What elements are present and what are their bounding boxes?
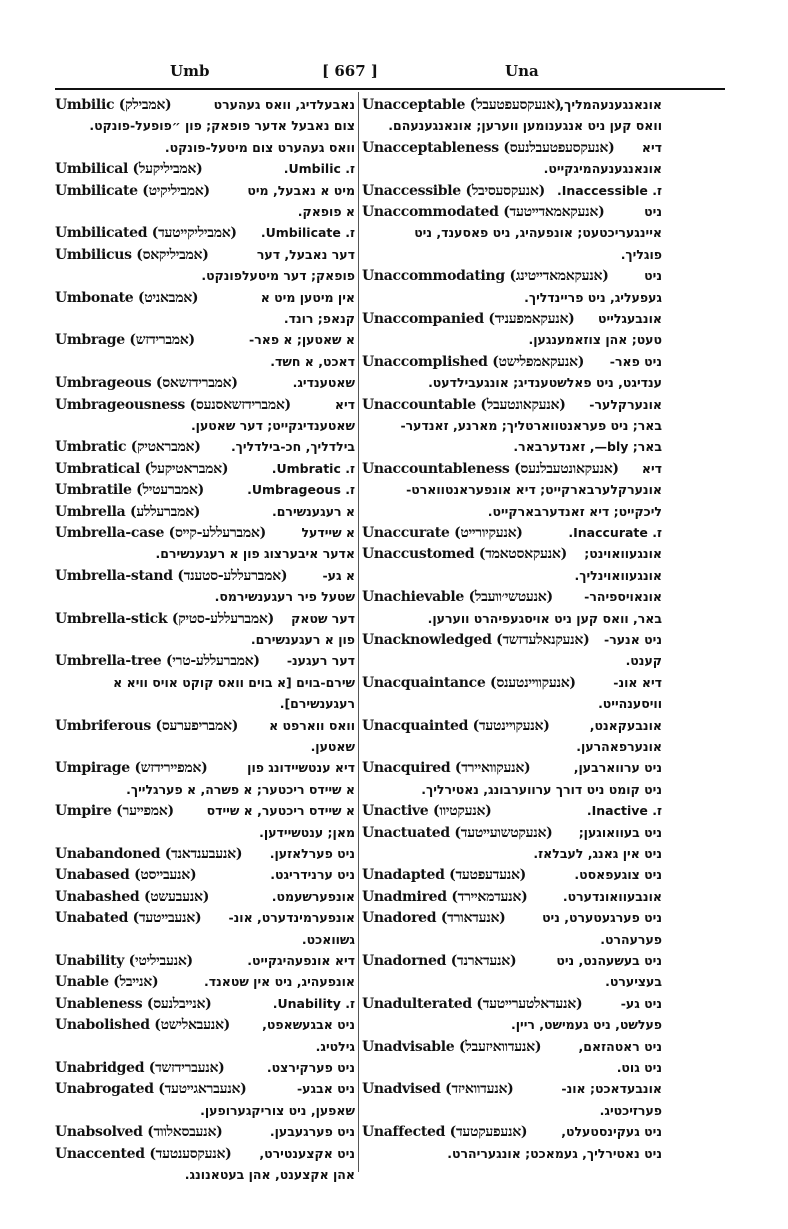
yiddish-definition: באר, וואס קען ניט אויסגעפיהרט ווערען. bbox=[427, 610, 662, 626]
headword: Unabsolved (אנעבסאלווד) bbox=[55, 1124, 223, 1141]
yiddish-definition: אונגעוואוינליך. bbox=[574, 567, 662, 583]
entry-line bbox=[55, 1143, 355, 1165]
headword: Unaffected (אנעפעקטעד) bbox=[362, 1124, 528, 1141]
yiddish-definition: אונערקלערבארקייט; דיא אונפעראנטווארט- bbox=[406, 482, 662, 498]
headword: Umbrage (אמברידזש) bbox=[55, 332, 195, 349]
yiddish-definition: ניט גוט. bbox=[616, 1060, 662, 1075]
entry-line bbox=[362, 351, 662, 373]
headword: Umbrella-tree (אמברעללע-טרי) bbox=[55, 653, 260, 670]
headword: Umpirage (אמפיירידזש) bbox=[55, 760, 208, 777]
yiddish-definition: וואס קען ניט אנגענומען ווערען; אונאנגענעהם. bbox=[388, 118, 662, 134]
header-rule bbox=[55, 88, 725, 90]
headword: Umbrella-case (אמברעללע-קייס) bbox=[55, 525, 266, 541]
entry-line bbox=[55, 394, 355, 416]
entry-line bbox=[362, 993, 662, 1015]
entry-line bbox=[55, 265, 355, 287]
headword: Unaccurate (אנעקיורייט) bbox=[362, 525, 523, 541]
yiddish-definition: אונערפאהרען. bbox=[576, 739, 662, 754]
entry-line bbox=[55, 779, 355, 801]
yiddish-definition: ניט אין גאנג, לעבלאז. bbox=[533, 846, 662, 861]
yiddish-definition: אונבעגלייט bbox=[597, 311, 662, 326]
entry-line bbox=[55, 522, 355, 544]
yiddish-definition: דער שטאק bbox=[291, 610, 355, 626]
entry-line bbox=[362, 843, 662, 865]
entry-line bbox=[362, 971, 662, 993]
yiddish-definition: דיא ענטשיידונג פון bbox=[247, 760, 355, 776]
entry-line bbox=[55, 693, 355, 715]
entry-line bbox=[362, 715, 662, 737]
headword: Unaccommodated (אנעקאמאדייטעד) bbox=[362, 204, 605, 220]
running-header bbox=[0, 58, 788, 88]
yiddish-definition: ניט פערגעבען. bbox=[269, 1124, 355, 1140]
entry-line bbox=[55, 843, 355, 865]
entry-line bbox=[362, 1143, 662, 1165]
headword: Unaccomplished (אנעקאמפלישט) bbox=[362, 353, 585, 370]
entry-line bbox=[362, 757, 662, 779]
column-divider bbox=[358, 92, 359, 1172]
entry-line bbox=[55, 1164, 355, 1186]
yiddish-definition: ז. Umbratic. bbox=[271, 460, 355, 476]
headword: Unacquaintance (אנעקוויינטענס) bbox=[362, 674, 576, 691]
yiddish-definition: ז. Unability. bbox=[272, 995, 355, 1011]
yiddish-definition: אין מיטען מיט א bbox=[260, 289, 355, 305]
entry-line bbox=[55, 415, 355, 437]
yiddish-definition: שאטענדיג. bbox=[292, 375, 355, 391]
entry-line bbox=[55, 158, 355, 180]
entry-line bbox=[362, 1057, 662, 1079]
yiddish-definition: א גע- bbox=[322, 567, 355, 583]
entry-line bbox=[362, 94, 662, 116]
entry-line bbox=[55, 543, 355, 565]
yiddish-definition: דאכט, א חשד. bbox=[270, 353, 355, 369]
yiddish-definition: דיא bbox=[334, 396, 355, 412]
yiddish-definition: א פופאק. bbox=[297, 204, 355, 219]
entry-line bbox=[55, 458, 355, 480]
yiddish-definition: אונבעקאנט, bbox=[589, 717, 662, 733]
headword: Umbratic (אמבראטיק) bbox=[55, 439, 201, 456]
yiddish-definition: אונפעהיג, ניט אין שטאנד. bbox=[204, 974, 355, 990]
yiddish-definition: א שיידעל bbox=[301, 525, 355, 540]
headword: Unabated (אנעבייטעד) bbox=[55, 910, 202, 927]
yiddish-definition: אונפערשעמט. bbox=[271, 888, 355, 904]
yiddish-definition: רעגענשירם]. bbox=[279, 696, 355, 712]
entry-line bbox=[55, 1121, 355, 1143]
entry-line bbox=[55, 479, 355, 501]
entry-line bbox=[362, 394, 662, 416]
headword: Umbrageous (אמברידזשאס) bbox=[55, 375, 238, 392]
yiddish-definition: אדער איבערצוג פון א רעגענשירם. bbox=[155, 546, 355, 562]
entry-line bbox=[55, 971, 355, 993]
entry-line bbox=[55, 672, 355, 694]
entry-line bbox=[55, 329, 355, 351]
entry-line bbox=[55, 629, 355, 651]
yiddish-definition: א שיידס ריכטער; א פשרה, א פערגלייך. bbox=[126, 781, 355, 797]
headword: Unachievable (אנעטשי׳וועבל) bbox=[362, 589, 553, 606]
entry-line bbox=[362, 907, 662, 929]
yiddish-definition: ניט צוגעפאסט. bbox=[574, 867, 662, 883]
yiddish-definition: ניט פערלאזען. bbox=[269, 846, 355, 861]
headword: Unadvised (אנעדוואיזד) bbox=[362, 1081, 514, 1098]
yiddish-definition: ניט פערקירצט. bbox=[266, 1060, 355, 1075]
entry-line bbox=[362, 565, 662, 587]
headword: Unaccessible (אנעקסעסיבל) bbox=[362, 182, 545, 199]
yiddish-definition: ניט נאטירליך, געמאכט; אונגעריהרט. bbox=[447, 1145, 662, 1161]
yiddish-definition: פון א רעגענשירם. bbox=[250, 632, 355, 647]
yiddish-definition: א שאטען; א פאר- bbox=[249, 332, 355, 348]
yiddish-definition: ז. Inaccurate. bbox=[568, 525, 662, 540]
entry-line bbox=[55, 372, 355, 394]
headword: Umbratile (אמברעטיל) bbox=[55, 482, 204, 499]
headword: Unaccented (אנעקסענטעד) bbox=[55, 1145, 232, 1162]
yiddish-definition: ניט אבגעשאפט, bbox=[262, 1017, 355, 1033]
headword: Unaccustomed (אנעקאסטאמד) bbox=[362, 546, 567, 563]
headword: Unaccommodating (אנעקאמאדייטינג) bbox=[362, 268, 609, 285]
yiddish-definition: דער רעגענ- bbox=[286, 653, 355, 669]
yiddish-definition: ז. Umbilicate. bbox=[260, 225, 355, 241]
yiddish-definition: פערעהרט. bbox=[600, 931, 662, 947]
entry-line bbox=[362, 436, 662, 458]
entry-line bbox=[362, 201, 662, 223]
yiddish-definition: ניט געקינסטעלט, bbox=[561, 1124, 662, 1140]
yiddish-definition: באר; ניט פעראנטווארטליך; מארנע, זאנדער- bbox=[400, 418, 662, 433]
headword: Unadored (אנעדאורד) bbox=[362, 910, 506, 927]
yiddish-definition: שאטען. bbox=[310, 739, 355, 754]
entry-line bbox=[362, 372, 662, 394]
entry-line bbox=[55, 565, 355, 587]
entry-line bbox=[362, 415, 662, 437]
yiddish-definition: א שיידס ריכטער, א שיידס bbox=[206, 803, 355, 819]
entry-line bbox=[55, 287, 355, 309]
yiddish-definition: בעציערט. bbox=[605, 974, 662, 990]
yiddish-definition: געפעליג, ניט פריינדליך. bbox=[524, 289, 662, 305]
page-number: [ 667 ] bbox=[322, 62, 378, 80]
yiddish-definition: שטעל פיר רעגענשירמס. bbox=[214, 589, 355, 605]
entry-line bbox=[362, 950, 662, 972]
entry-line bbox=[362, 650, 662, 672]
yiddish-definition: איינגעריכטעט; אונפעהיג, ניט פאסענד, ניט bbox=[414, 225, 662, 241]
entry-line bbox=[362, 522, 662, 544]
entry-line bbox=[362, 265, 662, 287]
yiddish-definition: ניט אקצענטירט, bbox=[259, 1145, 355, 1161]
yiddish-definition: ז. Umbrageous. bbox=[247, 482, 355, 498]
headword: Unabashed (אנעבעשט) bbox=[55, 888, 210, 905]
yiddish-definition: ניט ערווארבען, bbox=[573, 760, 662, 776]
entry-line bbox=[55, 351, 355, 373]
entry-line bbox=[55, 222, 355, 244]
yiddish-definition: ניט קומט ניט דורך ערווערבונג, נאטירליך. bbox=[421, 781, 662, 797]
yiddish-definition: ניט פאר- bbox=[609, 353, 662, 369]
entry-line bbox=[362, 501, 662, 523]
entry-line bbox=[362, 1014, 662, 1036]
headword: Unacceptable (אנעקסעפטעבל) bbox=[362, 97, 562, 113]
entry-line bbox=[55, 864, 355, 886]
entry-line bbox=[55, 736, 355, 758]
headword: Unactuated (אנעקטשועייטעד) bbox=[362, 824, 553, 841]
entry-line bbox=[55, 1057, 355, 1079]
headword: Umbratical (אמבראטיקעל) bbox=[55, 460, 229, 477]
entry-line bbox=[55, 308, 355, 330]
yiddish-definition: פופאק; דער מיטעלפונקט. bbox=[201, 268, 355, 284]
entry-line bbox=[362, 736, 662, 758]
entry-line bbox=[362, 308, 662, 330]
yiddish-definition: ניט פערגעטערט, ניט bbox=[542, 910, 662, 926]
entry-line bbox=[55, 1014, 355, 1036]
yiddish-definition: מאן; ענטשיידען. bbox=[259, 824, 355, 840]
headword: Unabrogated (אנעבראגייטעד) bbox=[55, 1081, 247, 1098]
headword: Unabolished (אנעבאלישט) bbox=[55, 1017, 230, 1034]
entry-line bbox=[362, 1121, 662, 1143]
yiddish-definition: ליכקייט; דיא זאנדערבארקייט. bbox=[487, 503, 662, 519]
headword: Unabased (אנעבייסט) bbox=[55, 867, 197, 884]
yiddish-definition: צום נאבעל אדער פופאק; פון ״פופעל-פונקט. bbox=[89, 118, 355, 134]
entry-line bbox=[55, 586, 355, 608]
headword: Unadorned (אנעדארנד) bbox=[362, 953, 517, 969]
headword: Unaccountable (אנעקאונטעבל) bbox=[362, 396, 566, 413]
entry-line bbox=[55, 201, 355, 223]
yiddish-definition: וואס געהערט צום מיטעל-פונקט. bbox=[164, 139, 355, 155]
entry-line bbox=[362, 886, 662, 908]
yiddish-definition: ז. Inactive. bbox=[586, 803, 662, 819]
yiddish-definition: דיא אונפעהיגקייט. bbox=[247, 953, 355, 968]
entry-line bbox=[55, 137, 355, 159]
entry-line bbox=[55, 650, 355, 672]
yiddish-definition: דער נאבעל, דער bbox=[256, 246, 355, 262]
entry-line bbox=[362, 629, 662, 651]
headword: Unacceptableness (אנעקסעפטעבלנעס) bbox=[362, 139, 615, 156]
entry-line bbox=[362, 929, 662, 951]
yiddish-definition: פעלשט, ניט געמישט, ריין. bbox=[511, 1017, 662, 1033]
headword: Unactive (אנעקטיוו) bbox=[362, 803, 492, 820]
entry-line bbox=[362, 672, 662, 694]
headword: Umbilicus (אמביליקאס) bbox=[55, 246, 209, 263]
yiddish-definition: ניט גע- bbox=[620, 995, 662, 1011]
yiddish-definition: קענט. bbox=[625, 653, 662, 669]
headword: Umbrella (אמברעללע) bbox=[55, 503, 201, 520]
headword: Unabridged (אנעברידזשד) bbox=[55, 1060, 225, 1076]
entry-line bbox=[362, 222, 662, 244]
headword: Unable (אנייבל) bbox=[55, 974, 159, 991]
headword: Unability (אנעביליטי) bbox=[55, 953, 193, 969]
yiddish-definition: קנאפ; רונד. bbox=[283, 311, 355, 326]
yiddish-definition: שאטענדיגקייט; דער שאטען. bbox=[190, 418, 355, 433]
entry-line bbox=[55, 800, 355, 822]
yiddish-definition: שירם-בוים [א בוים וואס קוקט אויס וויא א bbox=[113, 674, 355, 690]
headword: Unadvisable (אנעדוואיזעבל) bbox=[362, 1038, 542, 1055]
headword: Umbrella-stand (אמברעללע-סטענד) bbox=[55, 567, 288, 584]
yiddish-definition: אונגעוואוינט; bbox=[584, 546, 662, 562]
yiddish-definition: ניט אנער- bbox=[604, 632, 662, 647]
entry-line bbox=[362, 137, 662, 159]
entry-line bbox=[55, 1078, 355, 1100]
yiddish-definition: פוגליך. bbox=[620, 246, 662, 262]
yiddish-definition: אונאויספיהר- bbox=[584, 589, 662, 605]
entry-line bbox=[362, 864, 662, 886]
yiddish-definition: טעט; אהן צוזאמענגען. bbox=[528, 332, 662, 348]
entry-line bbox=[55, 436, 355, 458]
entry-line bbox=[55, 757, 355, 779]
headword: Umbilicate (אמביליקיט) bbox=[55, 182, 210, 199]
headword: Unadmired (אנעדמאיירד) bbox=[362, 888, 528, 905]
entry-line bbox=[55, 715, 355, 737]
entry-line bbox=[362, 1100, 662, 1122]
headword: Umpire (אמפייער) bbox=[55, 803, 174, 820]
entry-line bbox=[362, 458, 662, 480]
yiddish-definition: גילטיג. bbox=[315, 1038, 355, 1054]
entry-line bbox=[55, 1036, 355, 1058]
yiddish-definition: וויסענהייט. bbox=[598, 696, 662, 712]
yiddish-definition: באר; bly—, זאנדערבאר. bbox=[513, 439, 662, 455]
headword: Unadapted (אנעדעפטעד) bbox=[362, 867, 526, 884]
yiddish-definition: אונאנגענעהמליך, bbox=[559, 97, 662, 112]
headword: Umbilical (אמביליקעל) bbox=[55, 161, 203, 178]
entry-line bbox=[362, 115, 662, 137]
yiddish-definition: א רעגענשירם. bbox=[271, 503, 355, 519]
entry-line bbox=[362, 693, 662, 715]
headword: Umbilicated (אמביליקייטעד) bbox=[55, 225, 237, 242]
yiddish-definition: נאבעלדיג, וואס געהערט bbox=[213, 97, 355, 112]
yiddish-definition: פערזיכטיג. bbox=[599, 1102, 662, 1118]
entry-line bbox=[362, 1036, 662, 1058]
yiddish-definition: שאפען, ניט צוריקגערופען. bbox=[200, 1102, 355, 1118]
headword: Umbrageousness (אמברידזשאסנעס) bbox=[55, 396, 291, 413]
yiddish-definition: ז. Umbilic. bbox=[283, 161, 355, 177]
entry-line bbox=[362, 779, 662, 801]
yiddish-definition: גשוואכט. bbox=[301, 931, 355, 947]
yiddish-definition: ניט בעשעהנט, ניט bbox=[556, 953, 662, 968]
headword: Umbonate (אמבאניט) bbox=[55, 289, 199, 306]
entry-line bbox=[55, 929, 355, 951]
entry-line bbox=[55, 1100, 355, 1122]
entry-line bbox=[362, 543, 662, 565]
headword: Unableness (אנייבלנעס) bbox=[55, 995, 212, 1012]
entry-line bbox=[362, 180, 662, 202]
headword: Unacquired (אנעקוואיירד) bbox=[362, 760, 531, 777]
yiddish-definition: אונבעדאכט; אונ- bbox=[561, 1081, 662, 1097]
yiddish-definition: ענדיגט, ניט פאלשטענדיג; אונגעבילדעט. bbox=[428, 375, 662, 391]
yiddish-definition: ניט ראטהזאם, bbox=[578, 1038, 662, 1054]
entry-line bbox=[55, 94, 355, 116]
entry-line bbox=[55, 907, 355, 929]
entry-line bbox=[55, 501, 355, 523]
yiddish-definition: דיא bbox=[641, 139, 662, 155]
entry-line bbox=[362, 479, 662, 501]
entry-line bbox=[362, 329, 662, 351]
header-left-guideword: Umb bbox=[170, 62, 210, 80]
headword: Unaccountableness (אנעקאונטעבלנעס) bbox=[362, 460, 619, 477]
entry-line bbox=[55, 950, 355, 972]
yiddish-definition: ניט ערנידריגט. bbox=[270, 867, 355, 883]
entry-line bbox=[362, 800, 662, 822]
headword: Unacquainted (אנעקויינטעד) bbox=[362, 717, 550, 734]
entry-line bbox=[55, 180, 355, 202]
entry-line bbox=[55, 608, 355, 630]
entry-line bbox=[362, 287, 662, 309]
entry-line bbox=[362, 608, 662, 630]
yiddish-definition: ניט bbox=[644, 268, 662, 284]
yiddish-definition: אונערקלער- bbox=[589, 396, 662, 412]
entry-line bbox=[362, 586, 662, 608]
yiddish-definition: אהן אקצענט, אהן בעטאנונג. bbox=[184, 1167, 355, 1182]
entry-line bbox=[362, 822, 662, 844]
headword: Unabandoned (אנעבענדאנד) bbox=[55, 846, 243, 862]
entry-line bbox=[362, 1078, 662, 1100]
entry-line bbox=[55, 993, 355, 1015]
headword: Umbrella-stick (אמברעללע-סטיק) bbox=[55, 610, 274, 627]
entry-line bbox=[55, 822, 355, 844]
entry-line bbox=[55, 115, 355, 137]
yiddish-definition: וואס ווארפט א bbox=[269, 717, 355, 733]
entry-line bbox=[55, 244, 355, 266]
entry-line bbox=[362, 158, 662, 180]
yiddish-definition: בילדליך, חכ-בילדליך. bbox=[230, 439, 355, 455]
yiddish-definition: דיא אונ- bbox=[613, 674, 662, 690]
yiddish-definition: ניט בעוואוגען; bbox=[578, 824, 662, 840]
headword: Unadulterated (אנעדאלטערייטעד) bbox=[362, 995, 583, 1012]
headword: Unaccompanied (אנעקאמפעניד) bbox=[362, 311, 575, 327]
headword: Umbilic (אמבילק) bbox=[55, 97, 172, 113]
yiddish-definition: ניט bbox=[644, 204, 662, 219]
headword: Unacknowledged (אנעקנאלעדזשד) bbox=[362, 632, 590, 648]
yiddish-definition: אונאנגענעהמיגקייט. bbox=[543, 161, 662, 177]
yiddish-definition: אונפערמינדערט, אונ- bbox=[228, 910, 355, 926]
entry-line bbox=[362, 244, 662, 266]
entry-line bbox=[55, 886, 355, 908]
headword: Umbriferous (אמבריפערעס) bbox=[55, 717, 239, 734]
yiddish-definition: ניט אבגע- bbox=[296, 1081, 355, 1097]
yiddish-definition: דיא bbox=[641, 460, 662, 476]
header-right-guideword: Una bbox=[505, 62, 539, 80]
yiddish-definition: ז. Inaccessible. bbox=[556, 182, 662, 198]
yiddish-definition: אונבעוואונדערט. bbox=[562, 888, 662, 904]
yiddish-definition: מיט א נאבעל, מיט bbox=[247, 182, 355, 198]
